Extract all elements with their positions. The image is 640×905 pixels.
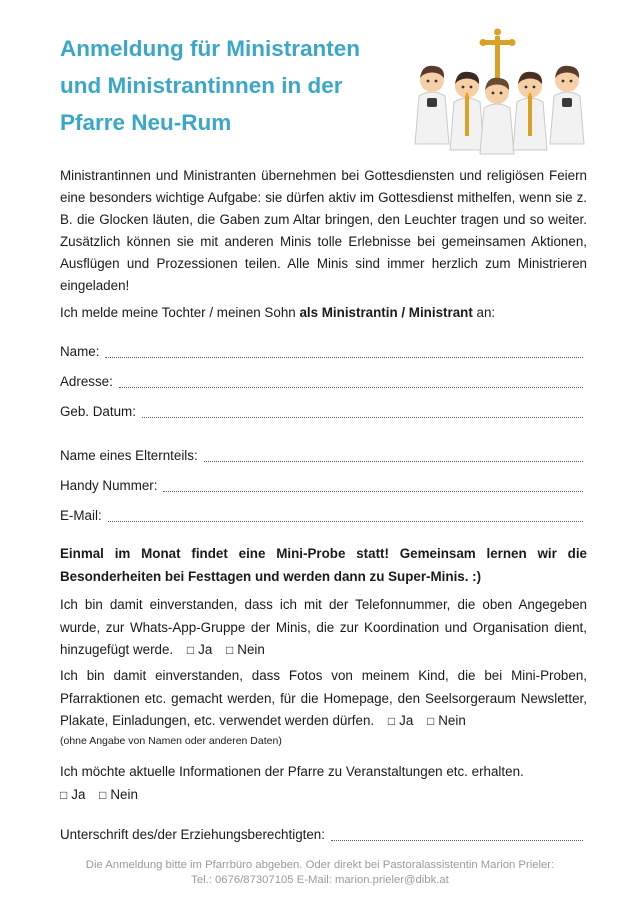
consent-info-no[interactable]: □ Nein [99, 786, 138, 802]
altar-server-3-icon [480, 78, 514, 154]
checkbox-icon[interactable]: □ [226, 643, 234, 657]
footer-line-1: Die Anmeldung bitte im Pfarrbüro abgeben. Oder direkt bei Pastoralassistentin Marion Prieler: [85, 859, 555, 871]
mobile-label: Handy Nummer: [60, 478, 158, 493]
altar-server-1-icon [415, 66, 449, 144]
parent-name-field[interactable] [60, 446, 583, 466]
mini-probe-notice: Einmal im Monat findet eine Mini-Probe statt! Gemeinsam lernen wir die Besonderheiten bei Festtagen und werden dann zu Super-Minis. :) [60, 546, 587, 584]
altar-server-4-icon [513, 72, 547, 150]
name-label: Name: [60, 344, 100, 359]
address-input-line[interactable] [119, 373, 583, 388]
consent-photos-text: Ich bin damit einverstanden, dass Fotos von meinem Kind, die bei Mini-Proben, Pfarraktionen etc. gemacht werden, für die Homepage, den Seelsorgeraum Newsletter, Plakate, Einladungen, etc. verwendet werden dürfen. [60, 668, 587, 728]
name-field[interactable] [60, 342, 583, 362]
mobile-input-line[interactable] [163, 477, 583, 492]
address-field[interactable] [60, 372, 583, 392]
consent-whatsapp-no[interactable]: □ Nein [226, 642, 265, 657]
consent-photos-no[interactable]: □ Nein [427, 713, 466, 728]
email-input-line[interactable] [108, 507, 583, 522]
birthdate-field[interactable] [60, 402, 583, 422]
birthdate-label: Geb. Datum: [60, 404, 136, 419]
signature-field[interactable] [60, 825, 583, 845]
mobile-field[interactable] [60, 476, 583, 496]
intro-paragraph: Ministrantinnen und Ministranten übernehmen bei Gottesdiensten und religiösen Feiern eine besonders wichtige Aufgabe: sie dürfen aktiv im Gottesdienst mithelfen, wenn sie z. B. die Glocken läuten, die Gaben zum Altar bringen, den Leuchter tragen und so weiter. Zusätzlich können sie mit anderen Minis tolle Erlebnisse bei gemeinsamen Aktionen, Ausflügen und Prozessionen teilen. Alle Minis sind immer herzlich zum Ministrieren eingeladen! [60, 168, 587, 293]
consent-info-yes[interactable]: □ Ja [60, 786, 86, 802]
consent-whatsapp [60, 594, 587, 662]
email-field[interactable] [60, 506, 583, 526]
consent-info [60, 761, 587, 806]
title-line-2: und Ministrantinnen in der [60, 73, 343, 98]
checkbox-icon[interactable]: □ [186, 643, 195, 657]
signature-input-line[interactable] [331, 826, 583, 841]
consent-photos-yes[interactable]: □ Ja [387, 713, 414, 728]
altar-server-2-icon [450, 72, 484, 150]
checkbox-icon[interactable]: □ [387, 714, 396, 728]
consent-whatsapp-yes[interactable]: □ Ja [186, 642, 213, 657]
consent-photos [60, 665, 587, 749]
name-input-line[interactable] [105, 343, 583, 358]
registration-suffix: an: [472, 305, 496, 320]
footer [0, 858, 640, 888]
address-label: Adresse: [60, 374, 113, 389]
parent-name-input-line[interactable] [204, 447, 583, 462]
consent-info-text: Ich möchte aktuelle Informationen der Pfarre zu Veranstaltungen etc. erhalten. [60, 764, 524, 779]
birthdate-input-line[interactable] [142, 403, 583, 418]
registration-bold: als Ministrantin / Ministrant [299, 305, 473, 320]
consent-whatsapp-text: Ich bin damit einverstanden, dass ich mit der Telefonnummer, die oben Angegeben wurde, zur Whats-App-Gruppe der Minis, die zur Koordination und Organisation dient, hinzugefügt werde. [60, 597, 587, 657]
signature-label: Unterschrift des/der Erziehungsberechtigten: [60, 827, 325, 842]
registration-prefix: Ich melde meine Tochter / meinen Sohn [60, 305, 300, 320]
altar-servers-illustration [412, 26, 590, 156]
title-line-3: Pfarre Neu-Rum [60, 110, 232, 135]
consent-photos-note: (ohne Angabe von Namen oder anderen Daten) [60, 734, 282, 747]
parent-name-label: Name eines Elternteils: [60, 448, 198, 463]
email-label: E-Mail: [60, 508, 102, 523]
checkbox-icon[interactable]: □ [99, 787, 107, 802]
checkbox-icon[interactable]: □ [60, 787, 68, 802]
checkbox-icon[interactable]: □ [427, 714, 435, 728]
altar-server-5-icon [550, 66, 584, 144]
registration-sentence [60, 303, 587, 323]
title-line-1: Anmeldung für Ministranten [60, 36, 360, 61]
page-title [60, 30, 420, 141]
footer-line-2: Tel.: 0676/87307105 E-Mail: marion.prieler@dibk.at [191, 874, 449, 886]
